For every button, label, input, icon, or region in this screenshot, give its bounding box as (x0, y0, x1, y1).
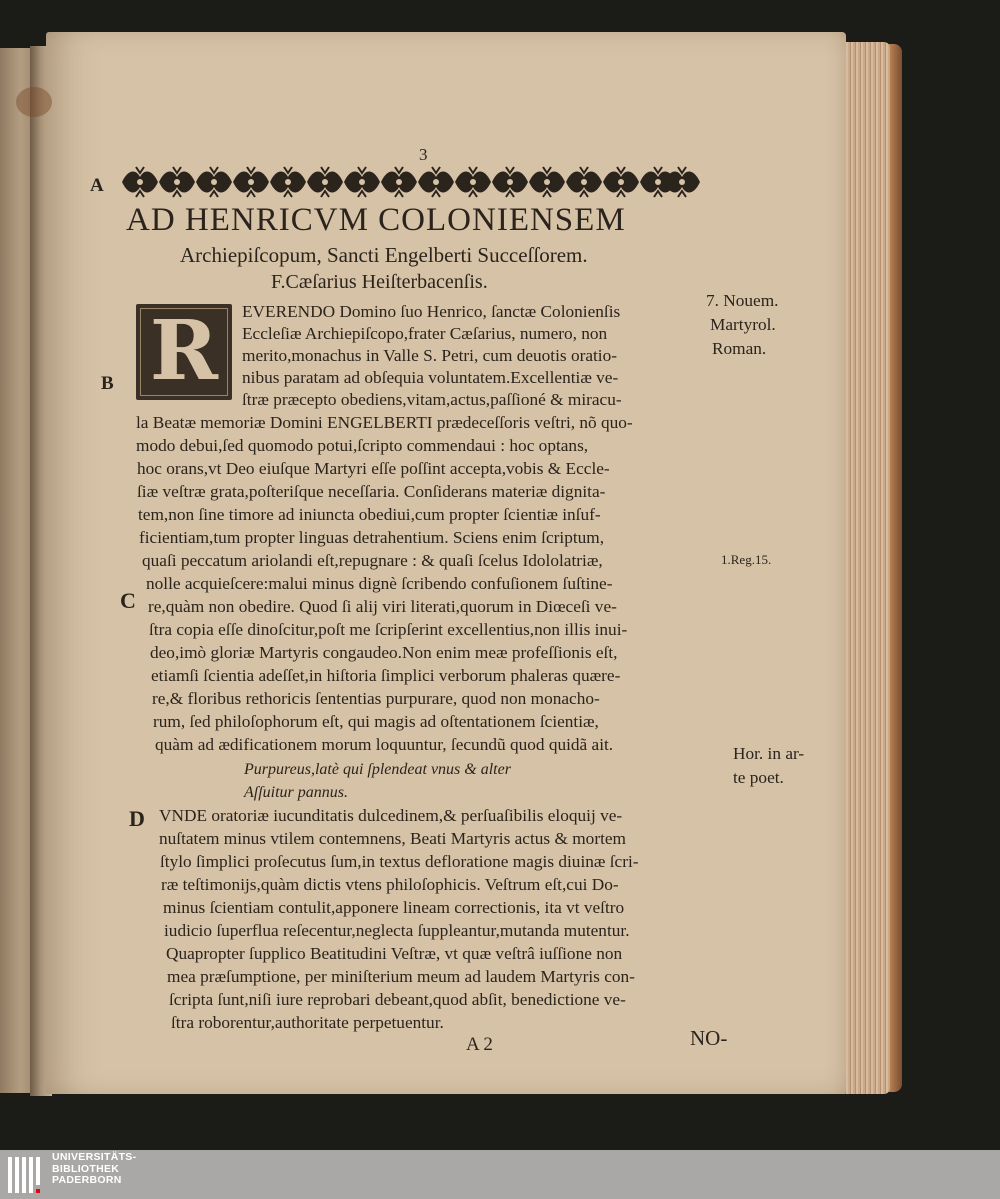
text-line: ræ teſtimonijs,quàm dictis vtens philoſophicis. Veſtrum eſt,cui Do- (161, 875, 619, 894)
text-line: nibus paratam ad obſequia voluntatem.Excellentiæ ve- (242, 368, 619, 387)
library-name-line: UNIVERSITÄTS- (52, 1151, 137, 1163)
text-line: VNDE oratoriæ iucunditatis dulcedinem,& perſuaſibilis eloquij ve- (159, 806, 623, 825)
margin-letter-d: D (129, 806, 145, 831)
facing-page-edge (0, 48, 34, 1093)
text-line: re,quàm non obedire. Quod ſi alij viri literati,quorum in Diœceſi ve- (148, 597, 617, 616)
margin-letter-c: C (120, 588, 136, 613)
text-line: ficientiam,tum propter linguas detrahentium. Sciens enim ſcriptum, (139, 528, 605, 547)
text-line: quàm ad ædificationem morum loquuntur, ſecundũ quod quidã ait. (155, 735, 614, 754)
text-line: hoc orans,vt Deo eiuſque Martyri eſſe poſſint accepta,vobis & Eccle- (137, 459, 610, 478)
ornamental-headband (122, 165, 700, 199)
text-line: mea præſumptione, per miniſterium meum ad laudem Martyris con- (167, 967, 635, 986)
margin-note: Martyrol. (710, 315, 776, 334)
text-line: iudicio ſuperflua reſecentur,neglecta ſuppleantur,mutanda mutentur. (164, 921, 630, 940)
text-line: deo,imò gloriæ Martyris congaudeo.Non enim meæ profeſſionis eſt, (150, 643, 618, 662)
margin-letter-b: B (101, 373, 114, 394)
text-line: nuſtatem minus vtilem contemnens, Beati Martyris actus & mortem (159, 829, 626, 848)
catchword: NO- (690, 1026, 728, 1050)
page-title: AD HENRICVM COLONIENSEM (126, 202, 626, 238)
text-line: EVERENDO Domino ſuo Henrico, ſanctæ Colonienſis (242, 302, 621, 321)
author-line: F.Cæſarius Heiſterbacenſis. (271, 271, 488, 293)
verse-quote-line: Aſſuitur pannus. (244, 784, 349, 801)
text-line: etiamſi ſcientia adeſſet,in hiſtoria ſimplici verborum phaleras quære- (151, 666, 621, 685)
library-logo-icon (6, 1153, 46, 1197)
text-line: Quapropter ſupplico Beatitudini Veſtræ, vt quæ veſtrâ iuſſione non (166, 944, 623, 963)
text-line: rum, ſed philoſophorum eſt, qui magis ad oſtentationem ſcientiæ, (153, 712, 599, 731)
margin-note: te poet. (733, 768, 784, 787)
library-name-line: BIBLIOTHEK (52, 1162, 120, 1175)
text-line: quaſi peccatum ariolandi eſt,repugnare : & quaſi ſcelus Idololatriæ, (142, 551, 603, 570)
margin-note: 1.Reg.15. (721, 552, 772, 567)
text-line: ſiæ veſtræ grata,poſteriſque neceſſaria. Conſiderans materiæ dignita- (137, 482, 606, 501)
stain-mark (16, 87, 52, 117)
verse-quote-line: Purpureus,latè qui ſplendeat vnus & alter (244, 761, 511, 778)
text-line: ſtræ præcepto obediens,vitam,actus,paſſioné & miracu- (242, 390, 622, 409)
text-line: merito,monachus in Valle S. Petri, cum deuotis oratio- (242, 346, 618, 365)
margin-note: 7. Nouem. (706, 291, 779, 310)
library-name (52, 1152, 136, 1187)
text-line: ſcripta ſunt,niſi iure reprobari debeant,quod abſit, benedictione ve- (169, 990, 626, 1009)
page-subtitle: Archiepiſcopum, Sancti Engelberti Succeſſorem. (180, 243, 588, 267)
text-line: la Beatæ memoriæ Domini ENGELBERTI prædeceſſoris veſtri, nõ quo- (136, 413, 633, 432)
text-line: Eccleſiæ Archiepiſcopo,frater Cæſarius, numero, non (242, 324, 608, 343)
decorated-initial (136, 304, 232, 400)
text-line: re,& floribus rethoricis ſententias purpurare, quod non monacho- (152, 689, 600, 708)
text-line: modo debui,ſed quomodo potui,ſcripto commendaui : hoc optans, (136, 436, 589, 455)
text-line: ſtylo ſimplici proſecutus ſum,in textus defloratione magis diuinæ ſcri- (160, 852, 639, 871)
text-line: ſtra copia eſſe dinoſcitur,poſt me ſcripſerint excellentius,non illis inui- (149, 620, 628, 639)
margin-letter-a: A (90, 175, 104, 196)
text-line: minus ſcientiam contulit,apponere lineam correctionis, ita vt veſtro (163, 898, 625, 917)
signature-mark: A 2 (466, 1034, 493, 1055)
margin-note: Roman. (712, 339, 767, 358)
text-line: ſtra roborentur,authoritate perpetuentur. (171, 1013, 444, 1032)
page-number: 3 (419, 145, 428, 164)
text-line: nolle acquieſcere:malui minus dignè ſcribendo confuſionem ſuſtine- (146, 574, 613, 593)
initial-letter: R (149, 303, 219, 399)
library-name-line: PADERBORN (52, 1174, 122, 1186)
margin-note: Hor. in ar- (733, 744, 805, 763)
library-footer (0, 1150, 1000, 1199)
text-line: tem,non ſine timore ad iniuncta obediui,cum propter ſcientiæ inſuf- (138, 505, 601, 524)
